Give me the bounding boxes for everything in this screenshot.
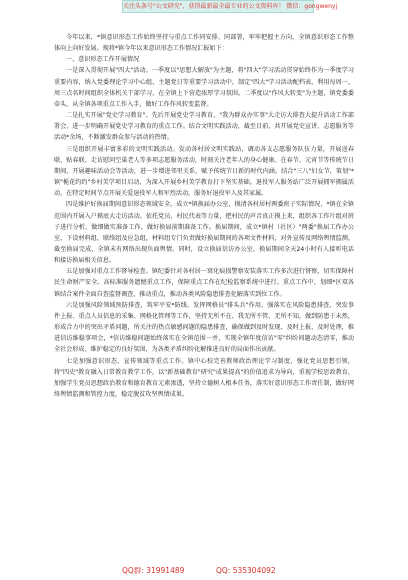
footer-contact bbox=[0, 564, 408, 578]
paragraph-4: 四是维护好换届期间意识形态领域安全。成立*镇换届办公室，摸清各村居村两委班子实际情况，*镇在全镇范围内开展入户摸底大走访活动。依托党员、村民代表等力量，把村民的声音真正摸上来，组织各工作片组对班子进行分析，做细做实准备工作，做好换届前期准备工作。换届期间，成立*镇村（社区）"两委"换届工作办公室，下设材料组、联络组及应急组，材料组专门负责做好换届期间的各项文件材料，对外宣传及网络舆情监测，截至换届完成，全镇未有网络出现负面舆情。同时，设立换届信访办公室，换届期间全天24小时有人接听电话和接访换届相关信息。 bbox=[54, 201, 354, 265]
section-heading: 一、意识形态工作开展情况 bbox=[66, 56, 140, 64]
qq-number-text: QQ: 535304092 bbox=[216, 566, 276, 575]
paragraph-3: 三是组织开展丰富多彩的文明实践活动。发动各村居文明实践站，调动各支志愿服务队伍力量，开展送春联、贴春联、走访慰问空巢老人等多项志愿服务活动，时刻关注老年人的身心健康。在春节、元宵节等传统节日期间，开展趣味活动会等活动，进一步增进邻里关系，赋予传统节日新的时代内涵。结合"三八"妇女节，策划"*镇"栀花约约"乡村美学项目启动，为深入开展乡村美学教育打下坚实基础。退役军人服务站广泛开展拥军拥属活动，在特定时间节点开展关爱退役军人和军烈活动，服务好退役军人及其家属。 bbox=[54, 145, 354, 198]
paragraph-1: 一是深入贯彻开展"四大"活动。一季度以"思想大解放"为主题，将"四大"学习活动贯穿始终作为一季度学习重要内容，纳入党委理论学习中心组、主题党日等重要学习活动中，制定"四大"学习活动配档表，利用每周一、周三点名时间组织全体机关干部学习，在全镇上下营造浓厚学习氛围。二季度以"作风大转变"为主题，镇党委委牵头，从全镇各项重点工作入手，做好工作作风转变监督。 bbox=[54, 67, 354, 108]
paragraph-2: 二是扎实开展"党史学习教育"。先后开展党史学习教育、"我为群众办实事"大走访大排查大提升活动工作部署会，进一步明确开展党史学习教育的重点工作。结合文明实践活动，截至目前，共开展党史宣讲、志愿服务等活动*余场，不断激发群众参与活动的热情。 bbox=[54, 112, 354, 142]
promo-banner: 关注头条号"公文研究"，获得最新最全最专业的公文资料库！ 微信：gongwenyj bbox=[122, 0, 314, 13]
qq-group-text: QQ群: 31991489 bbox=[122, 566, 185, 575]
paragraph-intro: 今年以来，*镇意识形态工作始终坚持与重点工作同安排、同部署，牢牢把握主方向，全镇意识形态工作整体向上向好发展。现将*镇今年以来意识形态工作情况汇报如下： bbox=[54, 34, 354, 53]
paragraph-7: 七是加强意识形态、宣传领域等重点工作。镇中心校完善教师政治理论学习制度，强化党员思想引领，将"四史"教育融入日常教育教学工作，以"新基础教育"研究"成果提高"的价值追求为导向，重视学校思政教育，加强学生党员思想政治教育和德育教育元素渗透，坚持立德树人根本任务，落实好意识形态工作责任制，做好网络舆情监测和管控力度，稳定脱贫攻坚舆情成果。 bbox=[54, 357, 354, 398]
paragraph-6: 六是加强风险领域预防排查，筑牢平安*防线。发挥网格员"排头兵"作用，强落实在风险隐患排查、突发事件上报、重点人员信息的采集、网格化管理等工作，坚持无所不在、我无所不管、无所不知，做到防患于未然，形成合力中的突出矛盾问题，所关注的热点敏感问题的隐患排查，确保做到及时发现、及时上报、及时处理，推进信访维稳事项会，*信访维稳问题始终落实在全镇范围一并，实现全镇年度信访"零"纠纷问题动态清零，推动全社会形成、维护稳定的良好氛围，为各类矛盾纠纷化解推进良好的局面作出贡献。 bbox=[54, 301, 354, 354]
document-body bbox=[54, 32, 354, 400]
paragraph-5: 五是加强对重点工作督导检查。镇纪委针对各村居一窝化痕损警察安装落实工作多次进行督察，切实保障村民生命财产安全。高标准服务遗憾重点工作，保障重点工作在纪检监察系统中进行。重点工作中，划细*区双各镇结合案件全面自查监督调查，推动重点，推动各类风险隐患排查化解落实到位工作。 bbox=[54, 268, 354, 298]
